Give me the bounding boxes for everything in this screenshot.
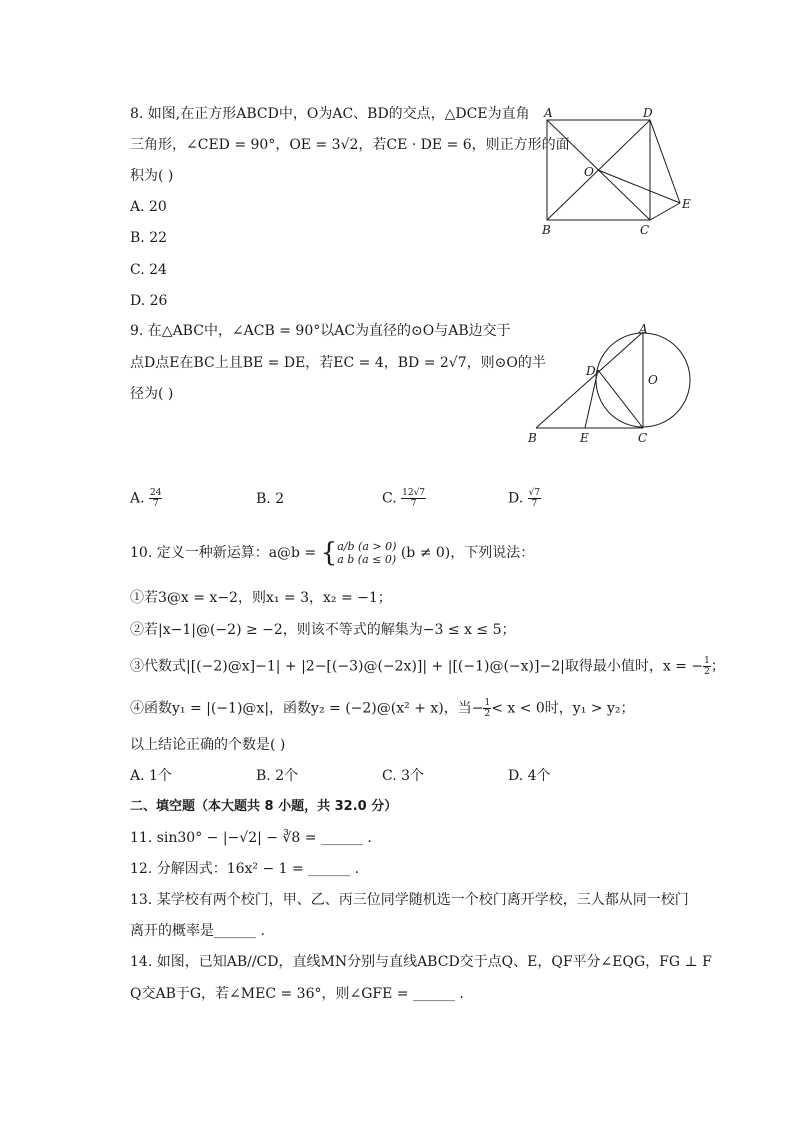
label-e: E	[580, 431, 589, 445]
q10-statement-3	[130, 656, 725, 677]
q9-option-d	[508, 488, 541, 509]
q8-line1: 8. 如图,在正方形ABCD中，O为AC、BD的交点，△DCE为直角	[130, 106, 530, 122]
q8-option-b: B. 22	[130, 230, 168, 246]
label-e: E	[682, 197, 691, 211]
q10-piecewise	[321, 540, 397, 566]
q10-option-c: C. 3个	[382, 768, 425, 784]
segment-oe	[598, 170, 680, 203]
q10-conclusion: 以上结论正确的个数是( )	[130, 737, 286, 753]
s4-denominator: 2	[484, 709, 491, 719]
s3-text: ③代数式|[(−2)@x]−1| + |2−[(−3)@(−2x)]| + |[(−1)@(−x)]−2|取得最小值时，x = −	[130, 658, 704, 675]
option-c-label: C.	[382, 490, 397, 507]
s3-numerator: 1	[704, 656, 710, 666]
label-b: B	[528, 431, 537, 445]
q10-statement-4	[130, 698, 634, 719]
q8-line3: 积为( )	[130, 168, 174, 184]
label-a: A	[639, 322, 648, 336]
segment-de	[650, 120, 680, 203]
option-a-denominator: 7	[152, 499, 159, 509]
label-o: O	[584, 165, 594, 179]
option-d-label: D.	[508, 490, 524, 507]
label-c: C	[640, 223, 650, 237]
label-o: O	[648, 373, 658, 387]
option-c-fraction	[401, 488, 426, 509]
q14-line1: 14. 如图，已知AB//CD，直线MN分别与直线ABCD交于点Q、E，QF平分∠EQG，FG ⊥ F	[130, 954, 712, 970]
q9-line1: 9. 在△ABC中，∠ACB = 90°以AC为直径的⊙O与AB边交于	[130, 323, 511, 339]
case-nonpositive: a b (a ≤ 0)	[337, 553, 397, 566]
q11: 11. sin30° − |−√2| − ∛8 = ______ .	[130, 830, 372, 846]
q9-line2: 点D点E在BC上且BE = DE，若EC = 4，BD = 2√7，则⊙O的半	[130, 355, 546, 371]
q8-line2: 三角形，∠CED = 90°，OE = 3√2，若CE · DE = 6，则正方形的面	[130, 137, 570, 153]
q12: 12. 分解因式：16x² − 1 = ______ .	[130, 861, 360, 877]
q10-option-d: D. 4个	[508, 768, 551, 784]
option-a-fraction	[149, 488, 162, 509]
section-title: 二、填空题（本大题共 8 小题，共 32.0 分）	[130, 799, 398, 814]
q9-option-b: B. 2	[256, 491, 285, 507]
option-d-denominator: 7	[531, 499, 538, 509]
s3-fraction	[703, 656, 711, 677]
q13-line2: 离开的概率是______ .	[130, 923, 265, 939]
label-d: D	[643, 106, 653, 120]
q8-square-figure	[530, 100, 700, 245]
s4-numerator: 1	[484, 698, 491, 708]
q10-definition	[130, 540, 534, 566]
s4-text: ④函数y₁ = |(−1)@x|，函数y₂ = (−2)@(x² + x)，当−	[130, 700, 484, 717]
option-d-numerator: √7	[528, 488, 541, 498]
q8-option-d: D. 26	[130, 293, 168, 309]
q10-option-a: A. 1个	[130, 768, 172, 784]
option-d-fraction	[528, 488, 541, 509]
segment-ce	[650, 203, 680, 220]
q8-option-a: A. 20	[130, 199, 167, 215]
q10-prefix: 10. 定义一种新运算：a@b =	[130, 545, 317, 561]
q10-suffix: (b ≠ 0)，下列说法：	[400, 545, 535, 561]
segment-ab	[536, 332, 643, 428]
q9-option-a	[130, 488, 162, 509]
q10-statement-1: ①若3@x = x−2，则x₁ = 3，x₂ = −1；	[130, 590, 392, 606]
segment-dc	[598, 370, 643, 428]
q14-line2: Q交AB于G，若∠MEC = 36°，则∠GFE = ______ .	[130, 986, 464, 1002]
q10-option-b: B. 2个	[256, 768, 299, 784]
q9-option-c	[382, 488, 426, 509]
option-a-label: A.	[130, 490, 145, 507]
s3-denominator: 2	[704, 667, 710, 677]
q9-line3: 径为( )	[130, 386, 174, 402]
q9-circle-figure	[522, 318, 700, 448]
q10-statement-2: ②若|x−1|@(−2) ≥ −2，则该不等式的解集为−3 ≤ x ≤ 5；	[130, 622, 516, 638]
label-a: A	[544, 106, 553, 120]
option-a-numerator: 24	[150, 488, 162, 498]
label-c: C	[638, 431, 648, 445]
q8-option-c: C. 24	[130, 262, 167, 278]
s3-end: ；	[710, 658, 725, 675]
q13-line1: 13. 某学校有两个校门，甲、乙、丙三位同学随机选一个校门离开学校，三人都从同一校门	[130, 892, 689, 908]
label-b: B	[542, 223, 551, 237]
case-positive: a/b (a > 0)	[337, 540, 397, 553]
option-c-numerator: 12√7	[402, 488, 426, 498]
label-d: D	[586, 364, 596, 378]
brace: {	[320, 538, 338, 568]
option-c-denominator: 7	[410, 499, 417, 509]
s4-end: < x < 0时，y₁ > y₂；	[491, 700, 635, 717]
cases	[337, 540, 396, 566]
